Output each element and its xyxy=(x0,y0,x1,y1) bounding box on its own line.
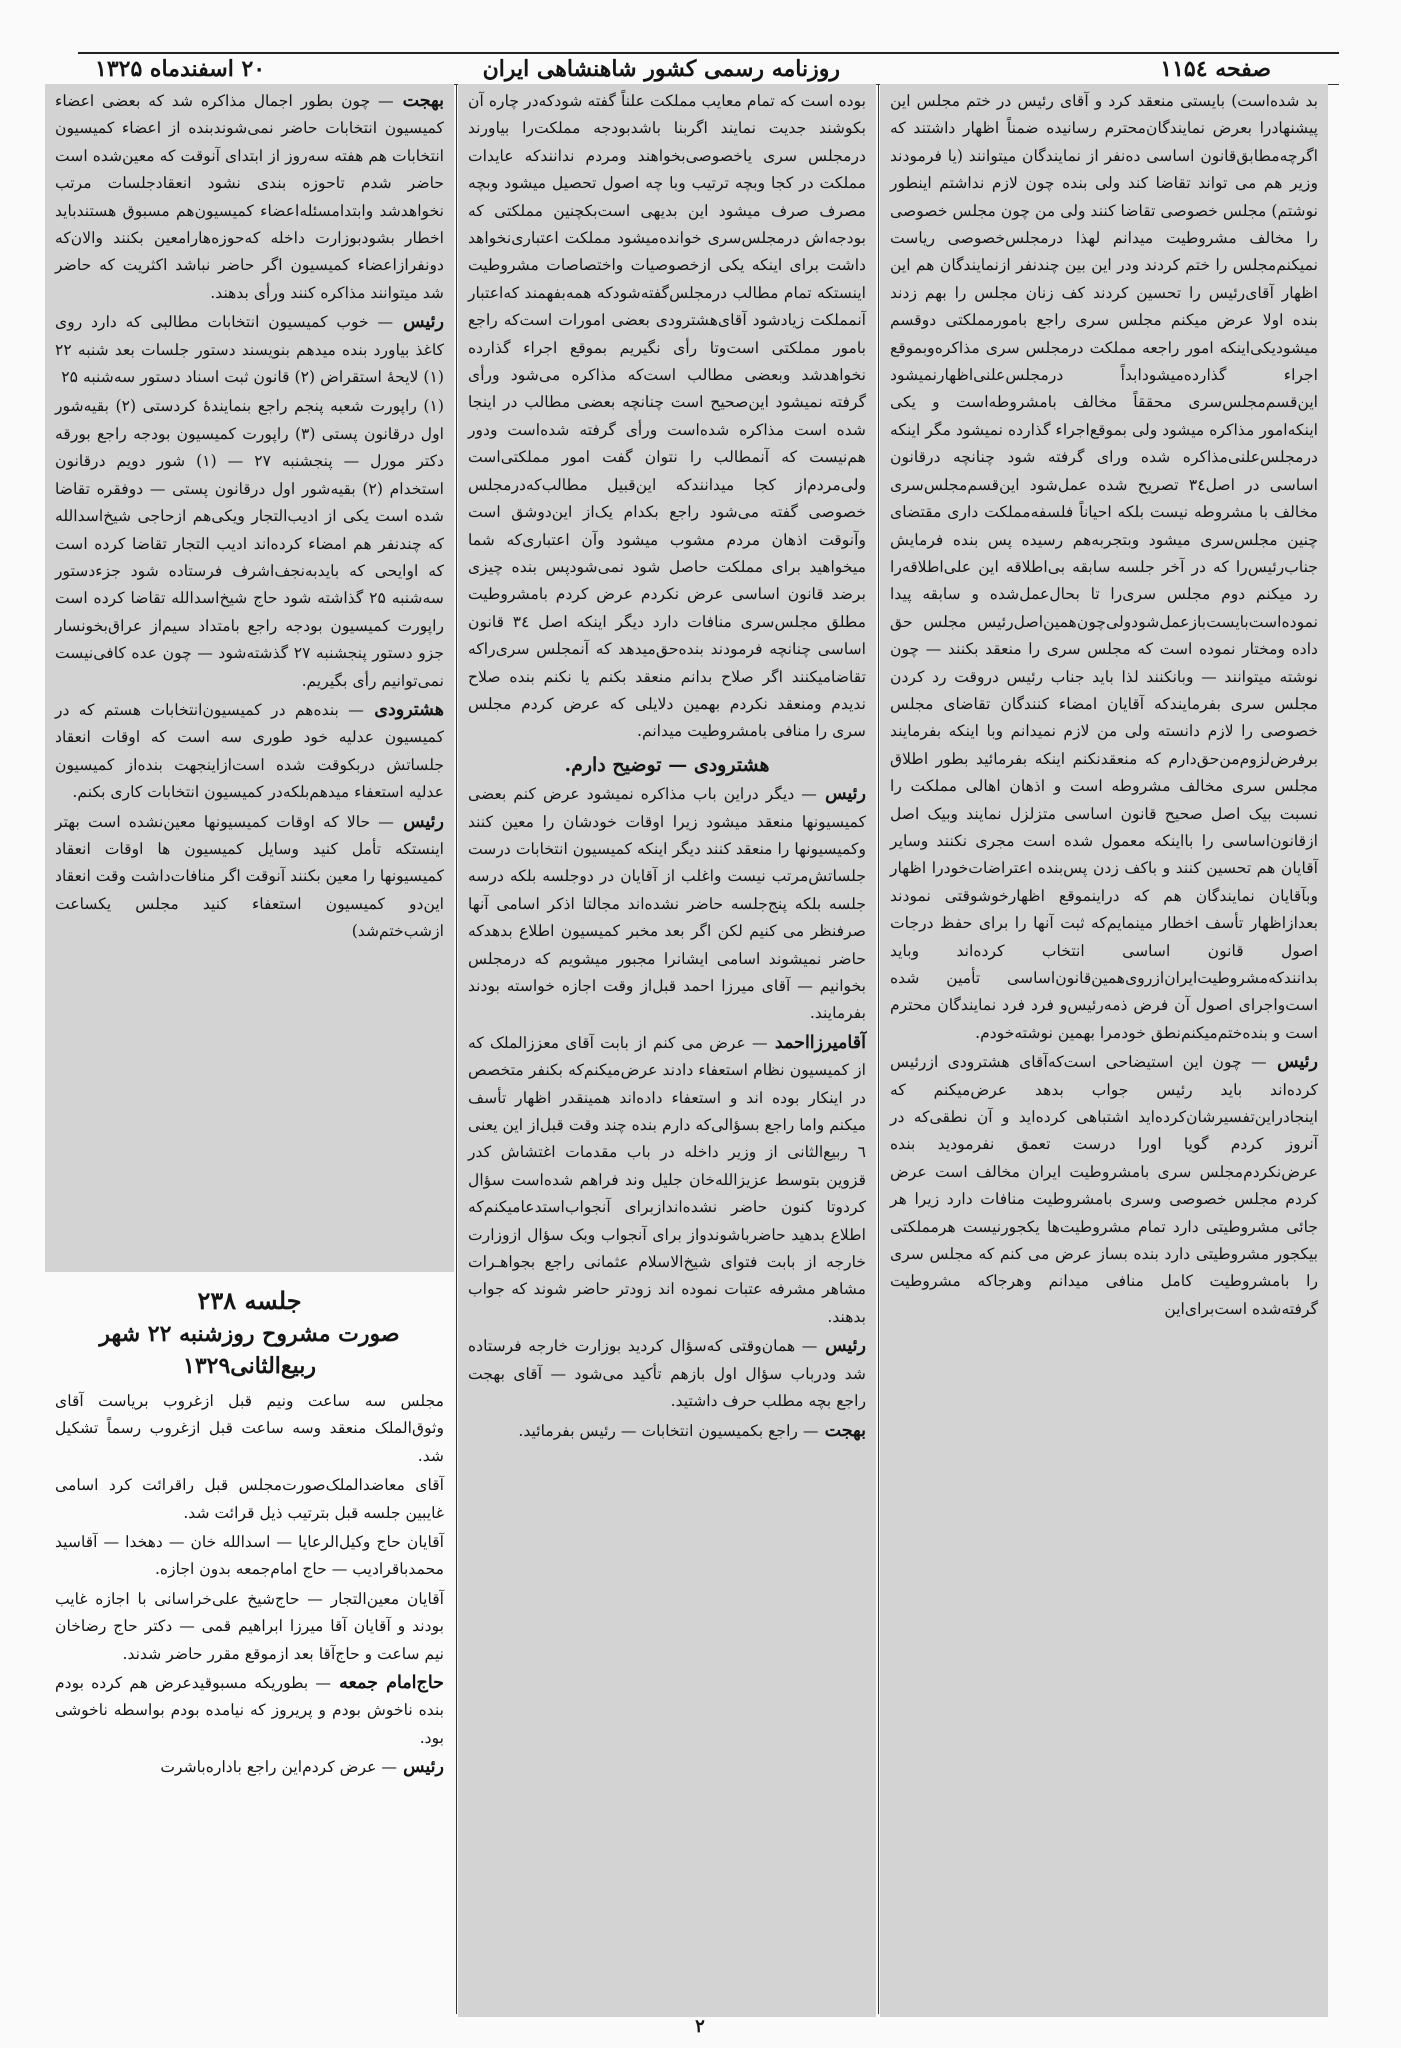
speaker-name: رئیس xyxy=(1266,1052,1318,1073)
text-paragraph: بوده است که تمام معایب مملکت علناً گفته شودکه‌در چاره آن بکوشند جدیت نمایند اگربنا باشدبودجه مملکت‌را بیاورند درمجلس سری یاخصوصی‌بخواهند ومردم ندانندکه عایدات مملکت در کجا وبچه ترتیب وبا چه اصول تحصیل میشود وبچه مصرف صرف میشود این بدیهی است‌بکچنین مملکتی که بودجه‌اش درمجلس‌سری خوانده‌میشود مملکت اعتباری‌نخواهد داشت برای اینکه یکی ازخصوصیات واختصاصات مشروطیت اینستکه تمام مطالب درمجلس‌گفته‌شودکه همه‌بفهمند که‌اعتبار آنمملکت زیادشود آقای‌هشترودی بعضی امورات است‌که راجع بامور مملکتی است‌وتا رأی نگیریم بموقع اجراء گذارده نخواهدشد وبعضی مطالب است‌که مذاکره می‌شود ورأی گرفته نمیشود این‌صحیح است چنانچه بعضی مطالب در اینجا شده است مذاکره شده‌است ورأی گرفته شده‌است ودور هم‌نیست که آنمطالب را نتوان گفت امور مملکتی‌است ولی‌مردم‌از کجا میدانندکه این‌قبیل مطالب‌که‌درمجلس خصوصی گفته‌ می‌شود راجع بکدام یک‌از این‌دوشق است وآنوقت اذهان مردم مشوب میشود وآن اعتباری‌که شما میخواهید برای مملکت حاصل شود نمی‌شودپس بنده چیزی برضد قانون اساسی عرض نکردم عرض کردم بامشروطیت مطلق مجلس‌سری منافات دارد دیگر اینکه اصل ۳٤ قانون اساسی چنانچه فرمودند بنده‌حق‌میدهد که آنمجلس سری‌راکه تقاضامیکنند اگر صلاح بدانم منعقد بکنم یا نکنم بنده صلاح ندیدم ومنعقد نکردم بهمین دلایلی که عرض کردم مجلس سری را منافی بامشروطیت میدانم. xyxy=(468,92,867,741)
speech-paragraph: رئیس — همان‌وقتی که‌سؤال کردید بوزارت خارجه فرستاده شد ودرباب سؤال اول بازهم تأکید می‌شود — آقای بهجت راجع بچه مطلب حرف داشتید. xyxy=(468,1336,866,1411)
speaker-name: بهجت xyxy=(393,91,444,111)
issue-date: ۲۰ اسفندماه ۱۳۲۵ xyxy=(95,56,266,82)
page-number: ۲ xyxy=(695,2016,705,2037)
page-label: صفحه ۱۱۵٤ xyxy=(1160,56,1271,82)
speech-paragraph: رئیس — عرض کردم‌این راجع باداره‌باشرت xyxy=(160,1757,444,1778)
text-paragraph: (۱) راپورت شعبه پنجم راجع بنمایندهٔ کردستی (۲) بقیه‌شور اول درقانون پستی (۳) راپورت کمیسیون بودجه راجع بورقه دکتر مورل — پنجشنبه ۲۷ — (۱) شور دویم درقانون استخدام (۲) بقیه‌شور اول درقانون پستی — دوفقره تقاضا شده است یکی از ادیب‌التجار ویکی‌هم ازحاجی شیخ‌اسدالله که چندنفر هم امضاء کرده‌اند ادیب التجار تقاضا کرده است که اوایحی که بایدبه‌نجف‌اشرف فرستاده شود جزءدستور سه‌شنبه ۲۵ گذاشته شود حاج شیخ‌اسدالله تقاضا کرده است راپورت کمیسیون بودجه راجع بامتداد سیم‌از عراق‌بخونسار جزو دستور پنجشنبه ۲۷ گذشته‌شود — چون عده کافی‌نیست نمی‌توانیم رأی بگیریم. xyxy=(55,397,445,690)
text-paragraph: مجلس سه ساعت ونیم قبل ازغروب بریاست آقای وثوق‌الملک منعقد وسه ساعت قبل ازغروب رسماً تشکیل شد. xyxy=(55,1392,444,1465)
session-238-section xyxy=(45,1276,454,2017)
text-paragraph: آقایان معین‌التجار — حاج‌شیخ علی‌خراسانی با اجازه غایب بودند و آقایان آقا میرزا ابراهیم قمی — دکتر حاج رضاخان نیم ساعت و حاج‌آقا بعد ازموقع مقرر حاضر شدند. xyxy=(55,1589,444,1663)
speech-paragraph: رئیس — دیگر دراین باب مذاکره نمیشود عرض کنم بعضی کمیسیونها منعقد میشود زیرا اوقات خودشان را معین کنند وکمیسیونها را منعقد کنند دیگر اینکه کمیسیون انتخابات درست جلساتش‌مرتب نیست واغلب از آقایان در دوجلسه بلکه درسه جلسه بلکه پنج‌جلسه حاضر نشده‌اند مجالتا اذکر اسامی آنها صرفنظر می کنیم لکن اگر بعد مخبر کمیسیون اطلاع بدهدکه حاضر نمیشوند اسامی ایشانرا مجبور میشویم که درمجلس بخوانیم — آقای میرزا احمد قبل‌از وقت اجازه خواسته بودند بفرمایند. xyxy=(468,784,866,1023)
column-right xyxy=(880,84,1328,2017)
text-paragraph: آقایان حاج وکیل‌الرعایا — اسدالله خان — دهخدا — آقاسید محمدباقرادیب — حاج امام‌جمعه بدون اجازه. xyxy=(55,1533,444,1579)
speaker-name: حاج‌امام جمعه xyxy=(330,1673,444,1694)
text-paragraph: بد شده‌است) بایستی منعقد کرد و آقای رئیس در ختم مجلس این پیشنهادرا بعرض نمایندگان‌محترم رسانیده ضمناً اظهار داشتند که اگرچه‌مطابق‌قانون اساسی ده‌نفر از نمایندگان میتوانند (یا فرمودند وزیر هم می تواند تقاضا کند ولی بنده چون لازم نداشتم اینطور نوشتم) مجلس خصوصی تقاضا کنند ولی من چون مجلس خصوصی را مخالف مشروطیت میدانم لهذا درمجلس‌خصوصی ریاست نمیکنم‌مجلس را ختم کردند ودر این بین چندنفر ازنمایندگان هم این اظهار آقای‌رئیس را تحسین کردند کف زنان مجلس را بهم زدند بنده اولا عرض میکنم مجلس سری راجع بامورمملکتی دوقسم میشود‌یکی‌اینکه امور راجعه مملکت درمجلس سری مذاکره‌وبموقع اجراء گذارده‌میشودابداً درمجلس‌علنی‌اظهارنمیشود این‌قسم‌مجلس‌سری محققاً مخالف بامشروطه‌است و یکی اینکه‌امور مذاکره میشود ولی بموقع‌اجراء گذارده نمیشود مگر اینکه درمجلس‌علنی‌مذاکره شده ورای گرفته شود چنانچه درقانون اساسی در اصل۳٤ تصریح شده عمل‌شود این‌قسم‌مجلس‌سری مخالف با مشروطه نیست بلکه احیاناً فلسفه‌مملکت داری مقتضای چنین مجلس‌سری میشود وبتجربه‌هم رسیده پس بنده فرمایش جناب‌رئیس‌را که در آخر جلسه سابقه بی‌اطلاقه این علی‌اطلاقه‌را رد میکنم دوم مجلس سری‌را تا بحال‌عمل‌شده و سابقه پیدا نموده‌است‌بایست‌بازعمل‌شودولی‌چون‌همین‌اصل‌رئیس مجلس حق داده ومختار نموده است که مجلس سری را منعقد بکنند — چون نوشته میتوانند — وبانکنند لذا باید جناب رئیس دروقت رد کردن مجلس سری بفرمایندکه آقایان امضاء کنندگان تقاضای مجلس خصوصی را لازم دانسته ولی من لازم نمیدانم وبا اینکه بفرمایند برفرض‌لزوم‌من‌حق‌دارم که منعقدنکنم اینکه بفرمائید بطور اطلاق مجلس سری مخالف مشروطه است و اذهان اهالی مملکت را نسبت بیک اصل صحیح قانون اساسی متزلزل نمایند وبیک اصل ازقانون‌اساسی را بااینکه معمول شده است مجری نکنند وسایر آقایان هم تحسین کنند و باکف زدن پس‌بنده اعتراضات‌خودرا اظهار وبآقایان نمایندگان هم که دراینموقع اظهارخوشوقتی نمودند بعدازاظهار تأسف اخطار مینمایم‌که ثبت آنها را برای حفظ درجات اصول قانون اساسی انتخاب کرده‌اند وباید بدانندکه‌مشروطیت‌ایران‌ازروی‌همین‌قانون‌اساسی تأمین شده است‌واجرای اصول آن فرض ذمه‌رئیس‌و فرد فرد نمایندگان محترم است و بنده‌ختم‌میکنم‌نطق خودمرا بهمین نوشته‌خودم. xyxy=(890,92,1318,1042)
column-divider xyxy=(878,84,879,2014)
speaker-heading: هشترودی — توضیح دارم. xyxy=(564,753,770,776)
column-middle xyxy=(458,84,876,2017)
session-body xyxy=(55,1388,444,1782)
speech-paragraph: رئیس — خوب کمیسیون انتخابات مطالبی که دارد روی کاغذ بیاورد بنده میدهم بنویسند دستور جلسات بعد شنبه ۲۲ (۱) لایحهٔ استقراض (۲) قانون ثبت اسناد دستور سه‌شنبه ۲۵ xyxy=(55,312,444,387)
speech-paragraph: بهجت — چون بطور اجمال مذاکره شد که بعضی اعضاء کمیسیون انتخابات حاضر نمی‌شوند‌بنده از اعضاء کمیسیون انتخابات هم هفته سه‌روز از ابتدای آنوقت که معین‌شده است حاضر شدم تاحوزه بندی نشود انعقادجلسات مرتب نخواهدشد وابتدا‌مسئله‌اعضاء کمیسیون‌هم مسبوق هستندباید اخطار بشودبوزارت داخله که‌حوزه‌هارامعین بکنند والان‌که دونفرازاعضاء کمیسیون اگر حاضر نباشد اکثریت که حاضر شد میتوانند مذاکره کنند ورأی بدهند. xyxy=(55,91,444,302)
speech-paragraph: رئیس — چون این استیضاحی است‌که‌آقای هشترودی ازرئیس کرده‌اند باید رئیس جواب بدهد عرض‌میکنم که اینجادراین‌تفسیرشان‌کرده‌اید اشتباهی کرده‌اید و آن نطقی‌که در آنروز کردم گویا اورا درست تعمق نفرمودید بنده عرض‌نکردم‌مجلس سری بامشروطیت ایران مخالف است عرض کردم مجلس خصوصی وسری بامشروطیت منافات دارد زیرا هر جائی مشروطیتی دارد تمام مشروطیت‌ها یکجورنیست هرمملکتی بیکجور مشروطیتی دارد بنده بساز عرض می کنم که مجلس سری را بامشروطیت کامل منافی میدانم وهرجاکه مشروطیت گرفته‌شده است‌برای‌این xyxy=(890,1052,1318,1318)
column-divider xyxy=(456,84,457,2014)
speaker-name: رئیس xyxy=(817,1336,866,1357)
speech-paragraph: هشترودی — بنده‌هم در کمیسیون‌انتخابات هستم که در کمیسیون عدلیه خود طوری سه است که اوقات انعقاد جلساتش دربکوقت شده است‌ازاینجهت بنده‌از کمیسیون عدلیه استعفاء میدهم‌بلکه‌در کمیسیون انتخابات کاری بکنم. xyxy=(55,699,445,802)
speaker-name: هشترودی xyxy=(363,699,445,720)
speaker-name: بهجت xyxy=(818,1420,866,1441)
speaker-name: رئیس xyxy=(816,784,866,805)
column-left-top xyxy=(45,84,454,1272)
session-title: جلسه ۲۳۸ xyxy=(197,1286,302,1315)
header-rule-top xyxy=(78,52,1339,54)
gazette-title: روزنامه رسمی کشور شاهنشاهی ایران xyxy=(482,56,840,82)
speaker-name: رئیس xyxy=(396,1757,444,1778)
speech-paragraph: بهجت — راجع بکمیسیون انتخابات — رئیس بفرمائید. xyxy=(518,1420,866,1441)
speech-paragraph: آقامیرزااحمد — عرض می کنم از بابت آقای معززالملک که از کمیسیون نظام استعفاء دادند عرض‌میکنم‌که بکنفر متخصص در اینکار بوده اند و استعفاء داده‌اند همینقدر اظهار تأسف میکنم واما راجع بسؤالی‌که دارم بنده چند وقت قبل‌از این یعنی ٦ ربیع‌الثانی از وزیر داخله در باب مقدمات اغتشاش کدر قزوین بتوسط عزیزالله‌خان جلیل وند فراهم شده‌است سؤال کردوتا کنون حاضر نشده‌اندازبرای آنجواب‌استدعامیکنم‌که اطلاع بدهید حاضرباشوندواز برای آنجواب وبک سؤال ازوزارت خارجه از بابت فتوای شیخ‌الاسلام عثمانی راجع بجواهـرات مشاهر مشرفه عتبات نموده اند زودتر حاضر شوند که جواب بدهند. xyxy=(468,1032,866,1326)
session-subtitle: صورت مشروح روزشنبه ۲۲ شهر ربیع‌الثانی۱۳۲۹ xyxy=(99,1321,400,1379)
speech-paragraph: رئیس — حالا که اوقات کمیسیونها معین‌نشده است بهتر اینستکه تأمل کنید وسایل کمیسیون ها اوقات انعقاد کمیسیونها را معین بکنند آنوقت اگر منافات‌داشت وقت انعقاد این‌دو کمیسیون استعفاء کنید مجلس یکساعت ازشب‌ختم‌شد) xyxy=(55,811,444,941)
speaker-name: رئیس xyxy=(393,312,444,333)
text-paragraph: آقای معاضدالملک‌صورت‌مجلس قبل راقرائت کرد اسامی غایبین جلسه قبل بترتیب ذیل قرائت شد. xyxy=(55,1476,444,1522)
speech-paragraph: حاج‌امام جمعه — بطوریکه مسبوقید‌عرض هم کرده بودم بنده ناخوش بودم و پریروز که نیامده بودم بواسطه ناخوشی بود. xyxy=(55,1673,444,1747)
speaker-name: آقامیرزااحمد xyxy=(767,1032,866,1053)
speaker-name: رئیس xyxy=(393,811,444,832)
